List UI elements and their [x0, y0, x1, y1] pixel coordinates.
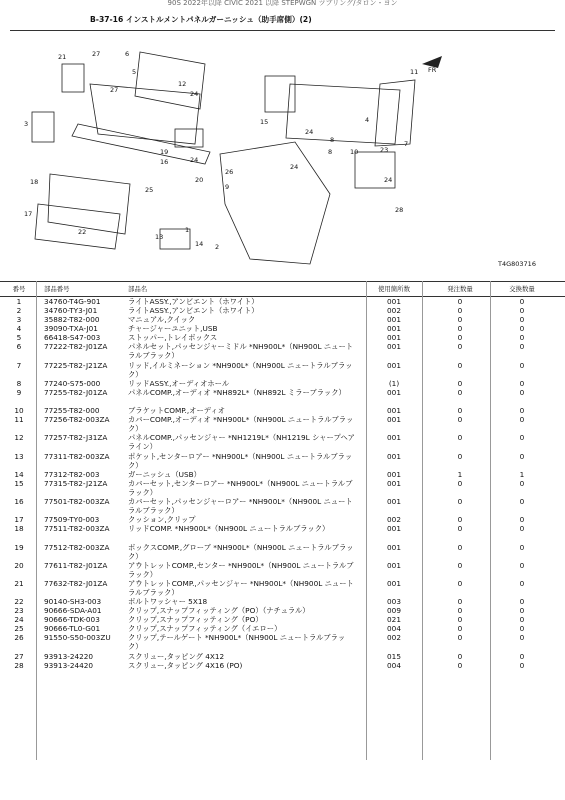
quick-manual-part	[32, 112, 54, 142]
row-exchange-qty: 0	[519, 597, 525, 607]
callout-number: 4	[365, 116, 370, 124]
passenger-panel-part	[135, 52, 205, 109]
row-part-name: クリップ,スナップフィッティング（PO）（ナチュラル）	[128, 606, 310, 616]
callout-number: 24	[190, 156, 199, 164]
row-qty: 001	[387, 578, 401, 588]
callout-number: 19	[160, 148, 169, 156]
row-part-name: スクリュー,タッピング 4X12	[128, 651, 225, 661]
row-order-qty: 0	[457, 406, 463, 416]
col-divider	[36, 281, 37, 760]
row-part-name: クッション,クリップ	[128, 515, 196, 525]
col-divider	[366, 281, 367, 760]
row-order-qty: 0	[457, 478, 463, 488]
row-part-name: スクリュー,タッピング 4X16 (PO)	[128, 660, 243, 670]
table-row	[0, 342, 565, 360]
row-exchange-qty: 0	[519, 387, 525, 397]
table-row	[0, 415, 565, 433]
row-number: 24	[14, 615, 24, 625]
row-part-name: カバーCOMP.,オーディオ *NH900L*（NH900L ニュートラルブラック）	[128, 415, 354, 434]
row-order-qty: 0	[457, 660, 463, 670]
row-order-qty: 0	[457, 378, 463, 388]
header-order-qty: 発注数量	[447, 285, 473, 293]
parts-diagram	[10, 34, 555, 274]
row-number: 6	[16, 342, 22, 352]
callout-number: 9	[225, 183, 230, 191]
center-outlet-part	[175, 129, 203, 147]
page-topline: 90S 2022年以降 CIVIC 2021 以降 STEPWGN ツブリング/タロン・ヨン	[167, 0, 398, 7]
table-row	[0, 315, 565, 324]
row-order-qty: 0	[457, 297, 463, 306]
callout-number: 20	[195, 176, 204, 184]
row-part-number: 93913-24420	[44, 660, 94, 670]
table-row	[0, 470, 565, 479]
row-exchange-qty: 0	[519, 297, 525, 306]
row-qty: 001	[387, 478, 401, 488]
row-part-number: 77315-T82-J21ZA	[44, 478, 108, 488]
row-part-number: 77511-T82-003ZA	[44, 524, 110, 534]
page-title: B-37-16 インストルメントパネルガーニッシュ（助手席側）(2)	[90, 15, 312, 24]
row-order-qty: 0	[457, 433, 463, 443]
table-row	[0, 324, 565, 333]
row-order-qty: 0	[457, 606, 463, 616]
row-order-qty: 0	[457, 560, 463, 570]
callout-number: 5	[132, 68, 137, 76]
row-exchange-qty: 0	[519, 478, 525, 488]
row-qty: 001	[387, 560, 401, 570]
row-part-number: 90666-TDK-003	[44, 615, 100, 625]
row-part-number: 77632-T82-J01ZA	[44, 578, 108, 588]
row-order-qty: 0	[457, 624, 463, 634]
row-qty: 001	[387, 433, 401, 443]
row-number: 27	[14, 651, 24, 661]
row-part-name: アウトレットCOMP.,パッセンジャー *NH900L*（NH900L ニュートラルブラック）	[128, 578, 354, 597]
row-order-qty: 0	[457, 542, 463, 552]
callout-number: 25	[145, 186, 154, 194]
row-exchange-qty: 0	[519, 324, 525, 334]
center-lower-cover-part	[220, 142, 333, 264]
row-number: 22	[14, 597, 24, 607]
row-part-name: アウトレットCOMP.,センター *NH900L*（NH900L ニュートラルブラック）	[128, 560, 354, 579]
row-order-qty: 0	[457, 451, 463, 461]
table-row	[0, 379, 565, 388]
row-qty: 001	[387, 342, 401, 352]
callout-number: 6	[125, 50, 130, 58]
audio-panel-part	[286, 84, 400, 144]
row-qty: 001	[387, 360, 401, 370]
row-part-number: 90140-SH3-003	[44, 597, 102, 607]
row-qty: 015	[387, 651, 401, 661]
row-number: 2	[16, 306, 22, 316]
row-part-number: 34760-T4G-901	[44, 297, 101, 306]
callout-number: 11	[410, 68, 419, 76]
table-row	[0, 406, 565, 415]
parts-table	[0, 281, 565, 670]
row-exchange-qty: 0	[519, 333, 525, 343]
row-part-number: 39090-TXA-J01	[44, 324, 98, 334]
row-part-number: 77225-T82-J21ZA	[44, 360, 108, 370]
table-row	[0, 661, 565, 670]
row-part-name: ポケット,センターロアー *NH900L*（NH900L ニュートラルブラック）	[128, 451, 353, 470]
row-number: 3	[16, 315, 22, 325]
row-qty: 001	[387, 406, 401, 416]
callout-number: 16	[160, 158, 169, 166]
callout-number: 13	[155, 233, 164, 241]
row-order-qty: 0	[457, 597, 463, 607]
table-row	[0, 515, 565, 524]
table-body	[0, 297, 565, 670]
row-exchange-qty: 0	[519, 624, 525, 634]
table-row	[0, 543, 565, 561]
table-row	[0, 306, 565, 315]
row-qty: 001	[387, 387, 401, 397]
row-part-number: 35882-T82-000	[44, 315, 100, 325]
row-exchange-qty: 0	[519, 615, 525, 625]
row-part-name: クリップ,スナップフィッティング（イエロー）	[128, 624, 282, 634]
row-qty: 001	[387, 324, 401, 334]
callout-number: 23	[380, 146, 389, 154]
row-qty: (1)	[388, 378, 400, 388]
table-row	[0, 579, 565, 597]
row-part-number: 66418-S47-003	[44, 333, 101, 343]
table-row	[0, 561, 565, 579]
callout-number: 2	[215, 243, 220, 251]
col-divider	[422, 281, 423, 760]
title-separator	[10, 30, 555, 31]
row-exchange-qty: 0	[519, 515, 525, 525]
row-part-number: 77501-T82-003ZA	[44, 497, 110, 507]
glove-box-part	[48, 174, 130, 234]
row-number: 20	[14, 560, 24, 570]
callout-number: 10	[350, 148, 359, 156]
row-number: 16	[14, 497, 24, 507]
row-exchange-qty: 0	[519, 560, 525, 570]
callout-number: 1	[185, 226, 190, 234]
row-exchange-qty: 0	[519, 306, 525, 316]
col-divider	[490, 281, 491, 760]
row-number: 23	[14, 606, 24, 616]
row-part-name: ブラケットCOMP.,オーディオ	[128, 406, 226, 416]
row-qty: 002	[387, 633, 401, 643]
row-order-qty: 0	[457, 360, 463, 370]
row-number: 9	[16, 387, 22, 397]
row-part-number: 77512-T82-003ZA	[44, 542, 110, 552]
row-qty: 021	[387, 615, 401, 625]
row-part-name: クリップ,スナップフィッティング（PO）	[128, 615, 263, 625]
table-row	[0, 433, 565, 451]
passenger-middle-panel-part	[90, 84, 200, 144]
table-row	[0, 333, 565, 342]
row-qty: 002	[387, 515, 401, 525]
callout-number: 24	[290, 163, 299, 171]
row-number: 14	[14, 469, 24, 479]
row-order-qty: 0	[457, 306, 463, 316]
row-exchange-qty: 0	[519, 524, 525, 534]
callout-number: 26	[225, 168, 234, 176]
callout-number: 14	[195, 240, 204, 248]
row-part-number: 91550-S50-003ZU	[44, 633, 111, 643]
row-order-qty: 0	[457, 633, 463, 643]
row-order-qty: 0	[457, 524, 463, 534]
row-number: 4	[16, 324, 22, 334]
row-order-qty: 0	[457, 578, 463, 588]
row-qty: 001	[387, 524, 401, 534]
row-number: 18	[14, 524, 24, 534]
row-qty: 004	[387, 660, 401, 670]
table-header	[0, 281, 565, 297]
row-exchange-qty: 0	[519, 542, 525, 552]
header-name: 部品名	[128, 285, 148, 293]
row-order-qty: 0	[457, 615, 463, 625]
row-exchange-qty: 1	[519, 469, 525, 479]
row-part-name: リッドCOMP. *NH900L*（NH900L ニュートラルブラック）	[128, 524, 330, 534]
row-part-number: 77611-T82-J01ZA	[44, 560, 108, 570]
row-number: 26	[14, 633, 24, 643]
row-qty: 004	[387, 624, 401, 634]
table-row	[0, 606, 565, 615]
row-part-number: 90666-SDA-A01	[44, 606, 102, 616]
row-order-qty: 0	[457, 342, 463, 352]
row-part-name: ライトASSY.,アンビエント（ホワイト）	[128, 297, 259, 306]
row-order-qty: 0	[457, 333, 463, 343]
row-number: 1	[16, 297, 22, 306]
row-part-name: ストッパー,トレイボックス	[128, 333, 218, 343]
outlet-passenger-part	[62, 64, 84, 92]
row-exchange-qty: 0	[519, 433, 525, 443]
row-number: 12	[14, 433, 24, 443]
table-row	[0, 452, 565, 470]
parts-diagram-svg	[10, 34, 555, 274]
illumination-lid-part	[265, 76, 295, 112]
table-row	[0, 388, 565, 406]
row-order-qty: 0	[457, 324, 463, 334]
row-number: 11	[14, 415, 24, 425]
row-part-name: パネルCOMP.,パッセンジャー *NH1219L*（NH1219L シャープヘアライン）	[128, 433, 355, 452]
row-order-qty: 0	[457, 515, 463, 525]
callout-number: 24	[190, 90, 199, 98]
callout-number: 8	[328, 148, 333, 156]
table-row	[0, 524, 565, 542]
row-qty: 001	[387, 497, 401, 507]
row-part-name: リッド,イルミネーション *NH900L*（NH900L ニュートラルブラック）	[128, 360, 353, 379]
row-part-name: マニュアル,クイック	[128, 315, 196, 325]
row-part-name: パネルCOMP.,オーディオ *NH892L*（NH892L ミラーブラック）	[128, 387, 346, 397]
row-number: 8	[16, 378, 22, 388]
row-part-number: 77255-T82-000	[44, 406, 100, 416]
row-part-number: 77222-T82-J01ZA	[44, 342, 108, 352]
row-exchange-qty: 0	[519, 378, 525, 388]
row-qty: 002	[387, 306, 401, 316]
row-part-name: リッドASSY.,オーディオホール	[128, 378, 230, 388]
table-row	[0, 615, 565, 624]
row-exchange-qty: 0	[519, 451, 525, 461]
row-order-qty: 0	[457, 497, 463, 507]
callout-number: 24	[305, 128, 314, 136]
row-part-name: ボルトワッシャー 5X18	[128, 597, 208, 607]
row-number: 13	[14, 451, 24, 461]
row-part-name: ライトASSY.,アンビエント（ホワイト）	[128, 306, 259, 316]
row-order-qty: 0	[457, 387, 463, 397]
row-qty: 001	[387, 415, 401, 425]
header-part-no: 部品番号	[44, 285, 70, 293]
row-part-name: ガーニッシュ（USB）	[128, 469, 201, 479]
callout-number: 22	[78, 228, 87, 236]
callout-number: 21	[58, 53, 67, 61]
row-order-qty: 1	[457, 469, 463, 479]
row-qty: 001	[387, 315, 401, 325]
row-part-number: 90666-TL0-G01	[44, 624, 101, 634]
row-part-number: 34760-TY3-J01	[44, 306, 98, 316]
row-number: 15	[14, 478, 24, 488]
row-exchange-qty: 0	[519, 651, 525, 661]
row-qty: 001	[387, 469, 401, 479]
callout-number: 12	[178, 80, 187, 88]
row-part-number: 77256-T82-003ZA	[44, 415, 110, 425]
table-row	[0, 479, 565, 497]
callout-numbers	[24, 50, 418, 251]
row-order-qty: 0	[457, 315, 463, 325]
row-exchange-qty: 0	[519, 406, 525, 416]
row-number: 7	[16, 360, 22, 370]
table-row	[0, 597, 565, 606]
row-number: 28	[14, 660, 24, 670]
callout-number: 18	[30, 178, 39, 186]
row-part-name: ボックスCOMP.,グローブ *NH900L*（NH900L ニュートラルブラック）	[128, 542, 354, 561]
row-part-number: 77312-T82-003	[44, 469, 100, 479]
callout-number: 27	[110, 86, 119, 94]
row-number: 21	[14, 578, 24, 588]
row-number: 17	[14, 515, 24, 525]
header-exchange-qty: 交換数量	[509, 285, 535, 293]
row-number: 5	[16, 333, 22, 343]
callout-number: 15	[260, 118, 269, 126]
row-part-number: 77240-S75-000	[44, 378, 101, 388]
row-number: 10	[14, 406, 24, 416]
row-exchange-qty: 0	[519, 660, 525, 670]
table-row	[0, 624, 565, 633]
table-row	[0, 497, 565, 515]
callout-number: 3	[24, 120, 29, 128]
fr-label: FR	[428, 66, 437, 74]
callout-number: 24	[384, 176, 393, 184]
row-qty: 001	[387, 333, 401, 343]
row-exchange-qty: 0	[519, 315, 525, 325]
row-part-name: カバーセット,センターロアー *NH900L*（NH900L ニュートラルブラック）	[128, 478, 353, 497]
row-qty: 001	[387, 542, 401, 552]
table-row	[0, 652, 565, 661]
callout-number: 17	[24, 210, 33, 218]
row-exchange-qty: 0	[519, 633, 525, 643]
row-qty: 001	[387, 297, 401, 306]
row-part-number: 77311-T82-003ZA	[44, 451, 110, 461]
callout-number: 27	[92, 50, 101, 58]
row-exchange-qty: 0	[519, 497, 525, 507]
diagram-code: T4G803716	[498, 260, 536, 268]
row-part-number: 77257-T82-J31ZA	[44, 433, 108, 443]
row-order-qty: 0	[457, 415, 463, 425]
row-exchange-qty: 0	[519, 415, 525, 425]
row-exchange-qty: 0	[519, 606, 525, 616]
row-exchange-qty: 0	[519, 578, 525, 588]
row-part-name: カバーセット,パッセンジャーロアー *NH900L*（NH900L ニュートラルブラック）	[128, 497, 353, 516]
row-qty: 001	[387, 451, 401, 461]
row-number: 19	[14, 542, 24, 552]
row-qty: 009	[387, 606, 401, 616]
row-part-number: 77255-T82-J01ZA	[44, 387, 108, 397]
row-order-qty: 0	[457, 651, 463, 661]
header-no: 番号	[12, 285, 26, 293]
row-part-name: パネルセット,パッセンジャーミドル *NH900L*（NH900L ニュートラルブラック）	[128, 342, 354, 361]
row-part-name: クリップ,テールゲート *NH900L*（NH900L ニュートラルブラック）	[128, 633, 346, 652]
row-part-number: 93913-24220	[44, 651, 94, 661]
header-qty: 使用箇所数	[378, 285, 410, 293]
callout-number: 28	[395, 206, 404, 214]
row-number: 25	[14, 624, 24, 634]
callout-number: 7	[404, 140, 409, 148]
table-row	[0, 361, 565, 379]
row-part-number: 77509-TY0-003	[44, 515, 100, 525]
row-exchange-qty: 0	[519, 342, 525, 352]
table-row	[0, 633, 565, 651]
table-row	[0, 297, 565, 306]
row-qty: 003	[387, 597, 401, 607]
row-exchange-qty: 0	[519, 360, 525, 370]
callout-number: 8	[330, 136, 335, 144]
row-part-name: チャージャーユニット,USB	[128, 324, 218, 334]
